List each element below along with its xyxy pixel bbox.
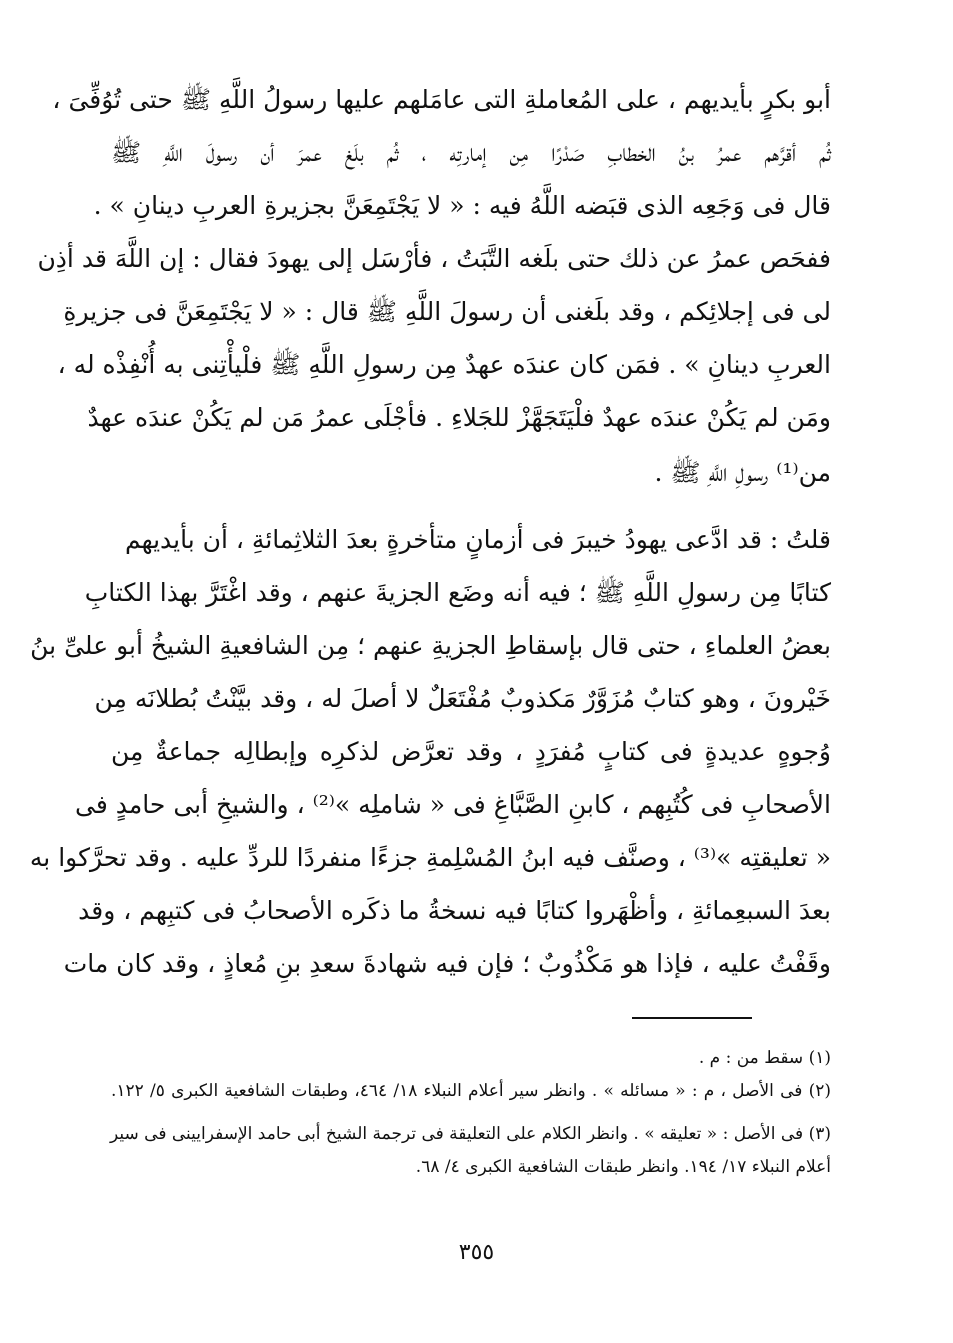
- footnote-separator: [632, 1017, 752, 1019]
- text-line: وُجوهٍ عديدةٍ فى كتابٍ مُفرَدٍ ، وقد تعرَّض لذكرِه وإبطالِه جماعةٌ مِن: [111, 737, 831, 766]
- text-line: قال فى وَجَعِه الذى قبَضه اللَّهُ فيه : « لا يَجْتَمِعَنَّ بجزيرةِ العربِ دينانِ » .: [93, 191, 831, 220]
- footnote-line: (٣) فى الأصل : « تعليقه » . وانظر الكلام على التعليقة فى ترجمة الشيخ أبى حامد الإسفرايينى فى سير: [110, 1124, 831, 1144]
- text-line: من⁽¹⁾ رسولِ اللَّهِ ﷺ .: [654, 458, 831, 487]
- text-line: بعدَ السبعِمائةِ ، وأظْهَروا كتابًا فيه نسخةُ ما ذكَره الأصحابُ فى كتبِهم ، وقد: [78, 896, 831, 925]
- text-line: العربِ دينانِ » . فمَن كان عندَه عهدٌ مِن رسولِ اللَّهِ ﷺ فلْيأْتِنى به أُنْفِذْه له ،: [57, 350, 831, 379]
- text-line: ففحَص عمرُ عن ذلك حتى بلَغه التَّبَتُ ، فأرْسَل إلى يهودَ فقال : إن اللَّهَ قد أذِن: [37, 244, 831, 273]
- text-line: وقَفْتُ عليه ، فإذا هو مَكْذُوبٌ ؛ فإن فيه شهادةَ سعدِ بنِ مُعاذٍ ، وقد كان مات: [63, 949, 831, 978]
- text-line: بعضُ العلماءِ ، حتى قال بإسقاطِ الجزيةِ عنهم ؛ مِن الشافعيةِ الشيخُ أبو علىِّ بنُ: [30, 631, 831, 660]
- text-line: لى فى إجلائِكم ، وقد بلَغنى أن رسولَ اللَّهِ ﷺ قال : « لا يَجْتَمِعَنَّ فى جزيرةِ: [63, 297, 831, 326]
- text-line: الأصحابِ فى كُتُبِهم ، كابنِ الصَّبَّاغِ فى « شاملِه »⁽²⁾ ، والشيخِ أبى حامدٍ فى: [75, 790, 831, 819]
- footnote-line: (٢) فى الأصل ، م : « مسائله » . وانظر سير أعلام النبلاء ١٨/ ٤٦٤، وطبقات الشافعية الكبرى ٥/ ١٢٢.: [111, 1081, 832, 1101]
- text-line: أبو بكرٍ بأيديهم ، على المُعاملةِ التى عامَلهم عليها رسولُ اللَّهِ ﷺ حتى تُوُفِّىَ ،: [52, 85, 831, 114]
- text-line: كتابًا مِن رسولِ اللَّهِ ﷺ ؛ فيه أنه وضَع الجزيةَ عنهم ، وقد اغْتَرَّ بهذا الكتابِ: [84, 578, 831, 607]
- footnote-line: (١) سقط من : م .: [698, 1048, 831, 1068]
- text-line: « تعليقتِه »⁽³⁾ ، وصنَّف فيه ابنُ المُسْلِمةِ جزءًا منفردًا للردِّ عليه . وقد تحرَّكوا به: [29, 843, 831, 872]
- footnote-line: أعلام النبلاء ١٧/ ١٩٤. وانظر طبقات الشافعية الكبرى ٤/ ٦٨.: [415, 1157, 831, 1177]
- paragraph-first-line: قلتُ : قد ادَّعى يهودُ خيبرَ فى أزمانٍ متأخرةٍ بعدَ الثلاثِمائةِ ، أن بأيديهم: [124, 525, 831, 554]
- page-number: ٣٥٥: [458, 1240, 495, 1265]
- text-line: ثُم أقرَّهم عمرُ بنُ الخطابِ صَدْرًا مِن إمارتِه ، ثُم بلَغ عمرَ أن رسولَ اللَّهِ ﷺ: [111, 138, 831, 167]
- text-line: ومَن لم يَكُنْ عندَه عهدٌ فلْيَتَجَهَّزْ للجَلاءِ . فأجْلَى عمرُ مَن لم يَكُنْ عندَه عهدٌ: [87, 403, 831, 432]
- text-line: خَيْرونَ ، وهو كتابٌ مُزَوَّرٌ مَكذوبٌ مُفْتَعَلٌ لا أصلَ له ، وقد بيَّنْتُ بُطلانَه مِن: [94, 684, 831, 713]
